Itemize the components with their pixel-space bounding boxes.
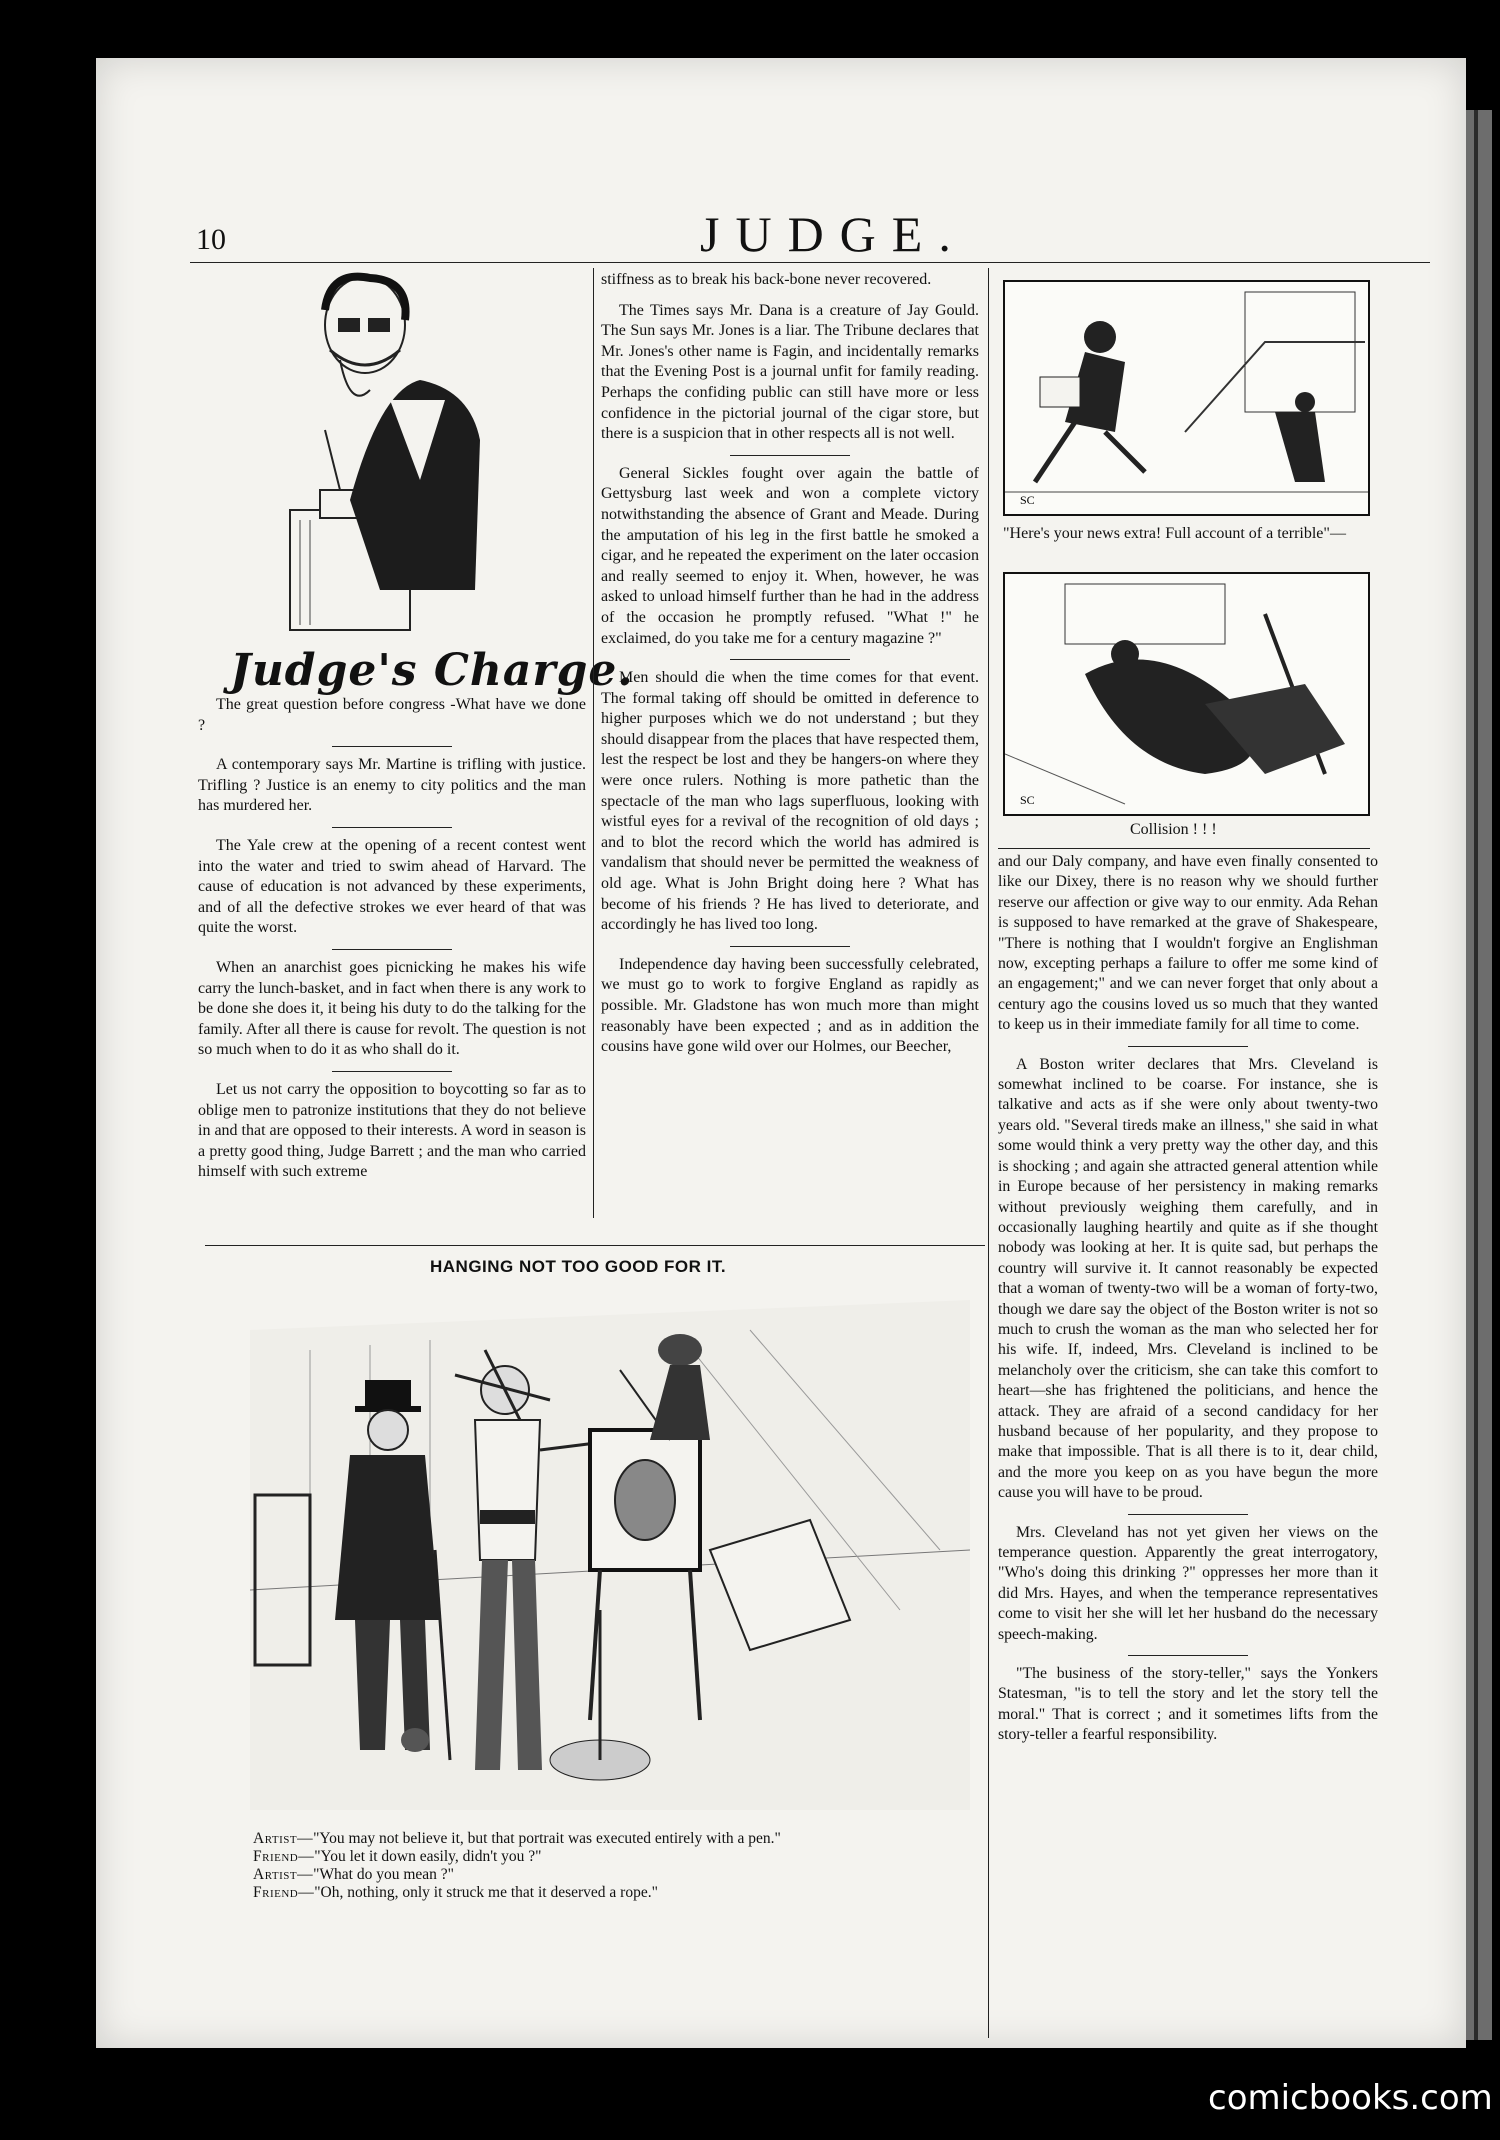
dialogue-line <box>253 1848 781 1866</box>
dialogue-line <box>253 1830 781 1848</box>
column-2 <box>601 270 979 1068</box>
paragraph: When an anarchist goes picnicking he makes his wife carry the lunch-basket, and in fact when there is any work to be done she does it, it being his duty to do the talking for the family. After all there is cause for revolt. The question is not so much when to do it as who shall do it. <box>198 958 586 1059</box>
comic-caption-1: "Here's your news extra! Full account of a terrible"— <box>1003 525 1346 542</box>
paragraph: General Sickles fought over again the battle of Gettysburg last week and won a complete victory notwithstanding the absence of Grant and Meade. During the amputation of his leg in the first battle he smoked a cigar, and he repeated the experiment on the later occasion and really seemed to enjoy it. When, however, he was asked to unload himself further than he had in the address of the occasion he promptly refused. "What !" he exclaimed, do you take me for a century magazine ?" <box>601 464 979 647</box>
paragraph: A Boston writer declares that Mrs. Cleveland is somewhat inclined to be coarse. For instance, she is talkative and acts as if she were only about twenty-two years old. "Several tireds make an illness," she said in what some would think a very pretty way the other day, and this is shocking ; and again she attracted general attention while in Europe because of her persistency in making remarks without previously weighing them carefully, and in occasionally laughing heartily and quite as if she thought nobody was looking at her. It is quite sad, but perhaps the country will survive it. It cannot reasonably be expected that a woman of twenty-two will be a woman of forty-two, though we dare say the object of the Boston writer is not so much to crush the woman as the man who selected her for his wife. If, indeed, Mrs. Cleveland is inclined to be melancholy over the criticism, she can take this comfort to heart—she has frightened the politicians, and hence the attack. They are afraid of a second candidacy for her husband because of her popularity, and they propose to make that impossible. That is all there is to it, dear child, and the more you keep on as you have begun the more cause you will have to be proud. <box>998 1055 1378 1502</box>
dialogue-line <box>253 1866 781 1884</box>
paragraph: A contemporary says Mr. Martine is trifling with justice. Trifling ? Justice is an enemy to city politics and the man has murdered her. <box>198 756 586 815</box>
book-edge-line <box>1474 110 1478 2040</box>
divider <box>332 1071 452 1072</box>
paragraph: Let us not carry the opposition to boycotting so far as to oblige men to patronize institutions that they do not believe in and that are opposed to their interests. A word in season is a pretty good thing, Judge Barrett ; and the man who carried himself with such extreme <box>198 1080 586 1181</box>
speaker: Friend— <box>253 1884 315 1901</box>
panel-signature: SC <box>1020 793 1035 807</box>
paragraph: The great question before congress -What have we done ? <box>198 696 586 734</box>
paragraph: Mrs. Cleveland has not yet given her views on the temperance question. Apparently the great interrogatory, "Who's doing this drinking ?" oppresses her more than it did Mrs. Hayes, and when the temperance representatives come to visit her she will let her husband do the necessary speech-making. <box>998 1523 1378 1643</box>
paragraph: and our Daly company, and have even finally consented to like our Dixey, there is no reason why we should further reserve our affection or give way to our enmity. Ada Rehan is supposed to have remarked at the grave of Shakespeare, "There is nothing that I wouldn't forgive an Englishman now, excepting perhaps a failure to offer me some kind of an engagement;" and we can never forget that only about a century ago the cousins loved us so much that they wanted to keep us in their immediate family for all time to come. <box>998 853 1378 1034</box>
divider <box>332 746 452 747</box>
divider <box>332 827 452 828</box>
cartoon-title: HANGING NOT TOO GOOD FOR IT. <box>430 1257 727 1276</box>
paragraph: stiffness as to break his back-bone never recovered. <box>601 271 932 288</box>
divider <box>1128 1655 1248 1656</box>
page-number: 10 <box>196 223 226 256</box>
paragraph: The Times says Mr. Dana is a creature of Jay Gould. The Sun says Mr. Jones is a liar. The Tribune declares that Mr. Jones's other name is Fagin, and incidentally remarks that the Evening Post is a journal unfit for family reading. Perhaps the confiding public can still have more or less confidence in the pictorial journal of the cigar store, but there is a suspicion that in other respects all is not well. <box>601 301 979 443</box>
speaker: Artist— <box>253 1866 314 1883</box>
speaker: Artist— <box>253 1830 314 1847</box>
divider <box>730 455 850 456</box>
book-edge <box>1466 110 1492 2040</box>
comic-caption-2: Collision ! ! ! <box>1130 821 1217 838</box>
paragraph: Independence day having been successfully celebrated, we must go to work to forgive England as rapidly as possible. Mr. Gladstone has won much more than might reasonably have been expected ; and as in addition the cousins have gone wild over our Holmes, our Beecher, <box>601 955 979 1056</box>
column-3 <box>998 852 1378 1756</box>
cartoon-dialogue <box>253 1830 781 1902</box>
cartoon-rule <box>205 1245 985 1246</box>
line-text: "You may not believe it, but that portrait was executed entirely with a pen." <box>313 1830 781 1847</box>
divider <box>332 949 452 950</box>
line-text: "Oh, nothing, only it struck me that it deserved a rope." <box>314 1884 658 1901</box>
paragraph: "The business of the story-teller," says the Yonkers Statesman, "is to tell the story and let the story tell the moral." That is correct ; and it sometimes lifts from the story-teller a fearful responsibility. <box>998 1665 1378 1744</box>
judge-portrait-illustration <box>270 270 510 640</box>
divider <box>1128 1514 1248 1515</box>
masthead: JUDGE. <box>700 206 967 262</box>
cartoon-illustration <box>250 1290 970 1815</box>
comic-panel-1 <box>1003 280 1370 516</box>
paragraph: The Yale crew at the opening of a recent contest went into the water and tried to swim ahead of Harvard. The cause of education is not advanced by these experiments, and of all the defective strokes we ever heard of that was quite the worst. <box>198 836 586 937</box>
column-divider <box>988 268 989 2038</box>
line-text: "You let it down easily, didn't you ?" <box>314 1848 542 1865</box>
divider <box>730 659 850 660</box>
section-heading: Judge's Charge. <box>230 645 634 696</box>
column-divider <box>593 268 594 1218</box>
divider <box>730 946 850 947</box>
column-1 <box>198 695 586 1193</box>
watermark: comicbooks.com <box>1208 2078 1493 2118</box>
divider <box>1128 1046 1248 1047</box>
paragraph: Men should die when the time comes for that event. The formal taking off should be omitted in deference to higher purposes which we do not understand ; but they should disappear from the places that have respected them, lest the respect be lost and they be hangers-on where they were once rulers. Nothing is more pathetic than the spectacle of the man who lags superfluous, looking with wistful eyes for a revival of the recognition of old days ; and to blot the record which the world has admired is vandalism that should never be permitted the weakness of old age. What is John Bright doing here ? What has become of his friends ? He has lived to deteriorate, and accordingly he has lived too long. <box>601 669 979 934</box>
comic-rule <box>998 848 1370 849</box>
line-text: "What do you mean ?" <box>313 1866 455 1883</box>
masthead-rule <box>190 262 1430 263</box>
dialogue-line <box>253 1884 781 1902</box>
panel-signature: SC <box>1020 493 1035 507</box>
speaker: Friend— <box>253 1848 315 1865</box>
comic-panel-2 <box>1003 572 1370 816</box>
